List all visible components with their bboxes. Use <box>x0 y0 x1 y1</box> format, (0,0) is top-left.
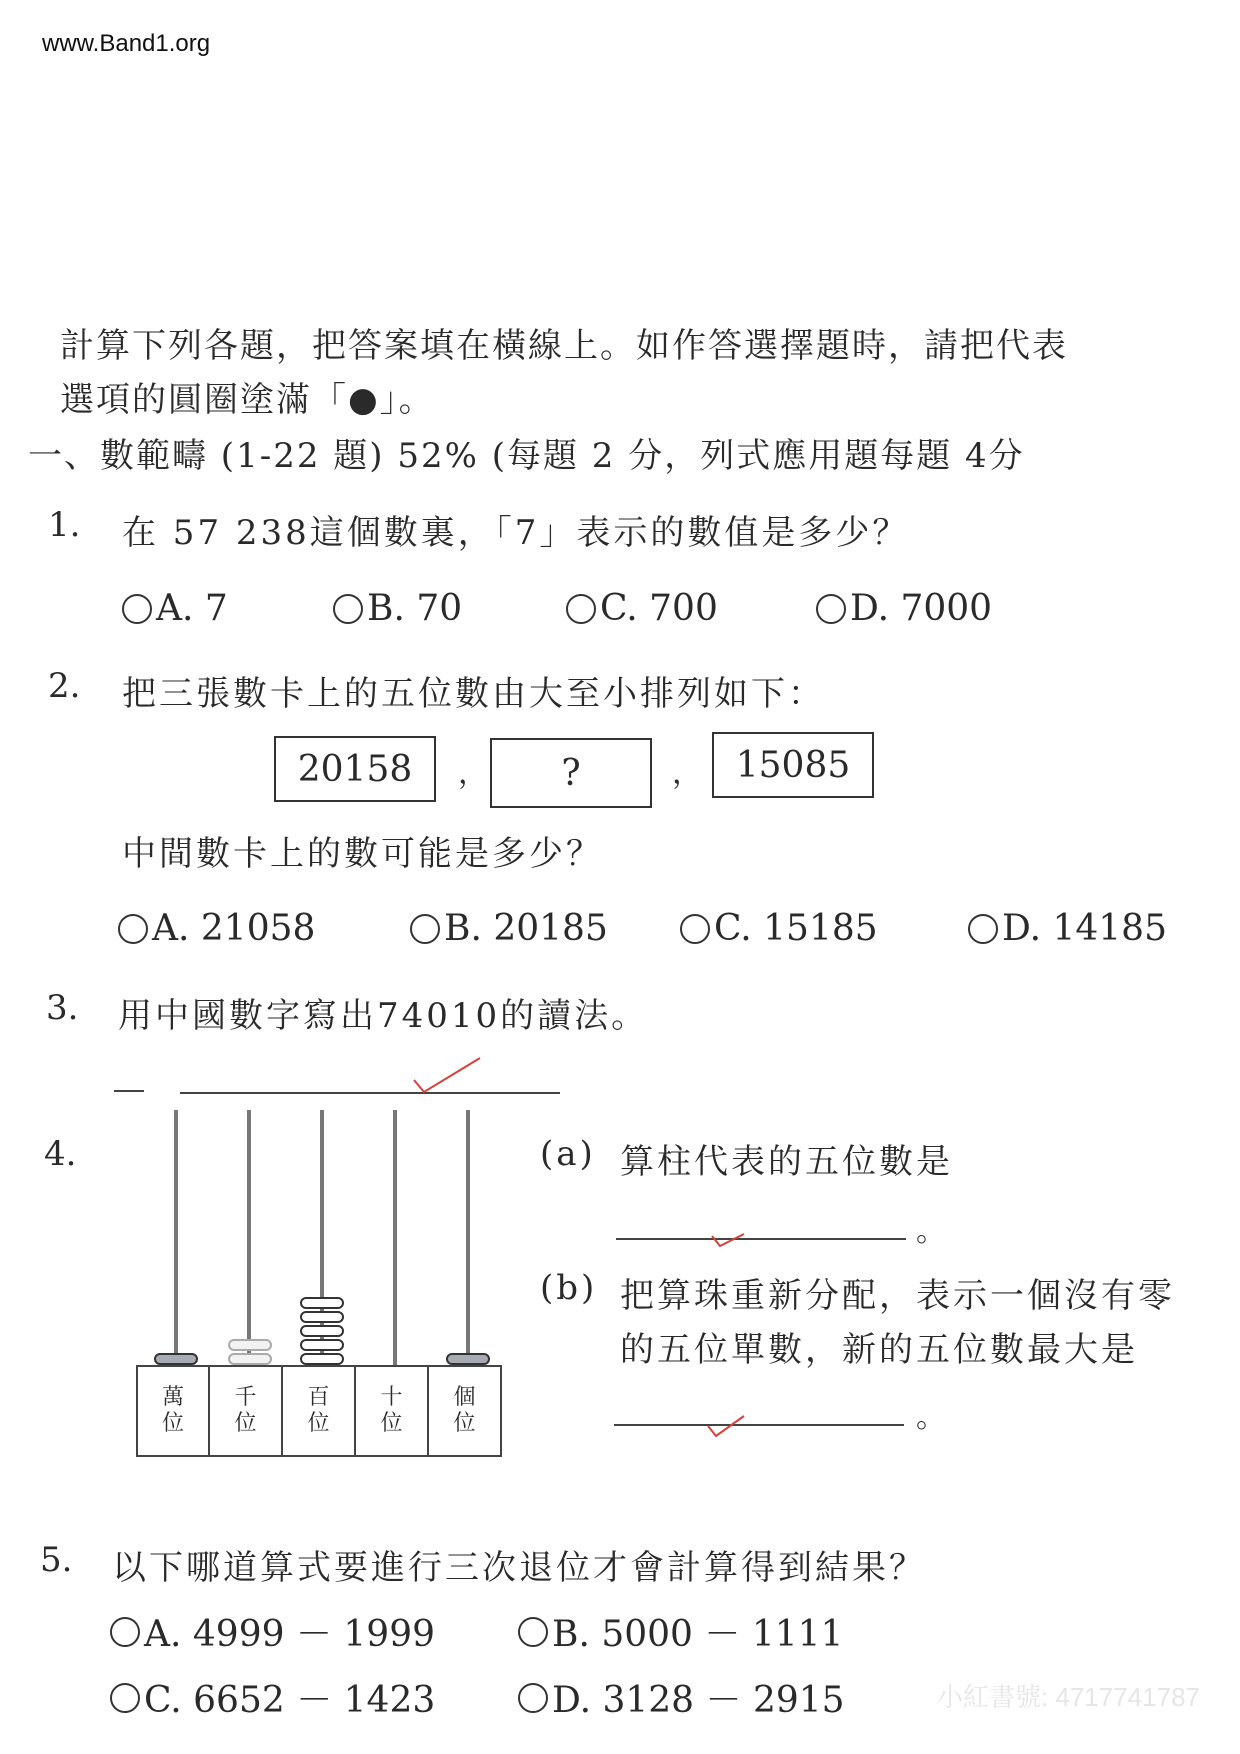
option-label: C. 700 <box>600 588 718 629</box>
q3-answer-line[interactable] <box>180 1092 560 1094</box>
q3-answer-line[interactable] <box>114 1090 144 1092</box>
option-label: B. 5000 － 1111 <box>552 1614 844 1655</box>
abacus-bead <box>300 1311 344 1323</box>
abacus-place-label-tens: 十 位 <box>354 1365 429 1457</box>
abacus <box>136 1110 506 1470</box>
option-bubble-icon[interactable] <box>410 914 440 944</box>
option-bubble-icon[interactable] <box>110 1683 140 1713</box>
q5-number: 5. <box>40 1540 73 1580</box>
option-bubble-icon[interactable] <box>518 1617 548 1647</box>
q1-text: 在 57 238這個數裏，「7」表示的數值是多少？ <box>122 513 910 553</box>
q1-number: 1. <box>48 505 81 545</box>
abacus-rod <box>466 1110 470 1365</box>
option-label: A. 21058 <box>152 908 316 949</box>
q4b-text-line-1: 把算珠重新分配，表示一個沒有零 <box>620 1276 1175 1316</box>
option-bubble-icon[interactable] <box>518 1683 548 1713</box>
q2-text: 把三張數卡上的五位數由大至小排列如下： <box>122 674 825 714</box>
abacus-rod <box>174 1110 178 1365</box>
tick-mark-icon <box>708 1228 748 1250</box>
instruction-line-1: 計算下列各題，把答案填在橫線上。如作答選擇題時，請把代表 <box>60 326 1068 366</box>
q4b-label: (b) <box>540 1268 598 1308</box>
q4a-text: 算柱代表的五位數是 <box>620 1142 953 1182</box>
abacus-place-label-hundreds: 百 位 <box>281 1365 356 1457</box>
option-bubble-icon[interactable] <box>680 914 710 944</box>
option-bubble-icon[interactable] <box>333 594 363 624</box>
q2-option-b[interactable] <box>410 908 608 949</box>
abacus-bead <box>228 1353 272 1365</box>
abacus-bead <box>446 1353 490 1365</box>
abacus-rod <box>393 1110 397 1365</box>
abacus-bead <box>300 1353 344 1365</box>
q4a-end-mark: 。 <box>916 1214 946 1249</box>
watermark: 小紅書號: 4717741787 <box>936 1682 1200 1712</box>
tick-mark-icon <box>410 1052 484 1098</box>
q5-option-a[interactable] <box>110 1606 435 1657</box>
q3-number: 3. <box>46 988 79 1028</box>
option-label: B. 20185 <box>444 908 608 949</box>
option-label: D. 14185 <box>1002 908 1167 949</box>
option-label: B. 70 <box>367 588 463 629</box>
option-label: D. 3128 － 2915 <box>552 1680 845 1721</box>
q2-option-a[interactable] <box>118 908 315 949</box>
option-label: C. 15185 <box>714 908 878 949</box>
q4-number: 4. <box>44 1134 77 1174</box>
abacus-place-label-ten-thousands: 萬 位 <box>136 1365 210 1457</box>
card-separator: ， <box>672 756 702 791</box>
q2-option-d[interactable] <box>968 908 1167 949</box>
site-url: www.Band1.org <box>42 30 211 57</box>
q2-option-c[interactable] <box>680 908 878 949</box>
q4b-answer-line[interactable] <box>614 1424 904 1426</box>
q4b-text-line-2: 的五位單數，新的五位數最大是 <box>620 1330 1138 1370</box>
section-title: 一、數範疇 (1-22 題) 52% (每題 2 分，列式應用題每題 4分 <box>28 436 1025 476</box>
q1-option-a[interactable] <box>122 588 228 629</box>
q5-text: 以下哪道算式要進行三次退位才會計算得到結果？ <box>112 1548 926 1588</box>
q2-number: 2. <box>48 666 81 706</box>
option-label: A. 4999 － 1999 <box>144 1614 436 1655</box>
q5-option-b[interactable] <box>518 1606 843 1657</box>
number-card-2: ? <box>490 738 652 808</box>
abacus-bead <box>300 1297 344 1309</box>
option-label: C. 6652 － 1423 <box>144 1680 436 1721</box>
q5-option-c[interactable] <box>110 1672 435 1723</box>
option-bubble-icon[interactable] <box>118 914 148 944</box>
q1-option-b[interactable] <box>333 588 462 629</box>
option-bubble-icon[interactable] <box>122 594 152 624</box>
card-separator: ， <box>458 756 488 791</box>
q1-option-d[interactable] <box>816 588 992 629</box>
abacus-place-label-ones: 個 位 <box>427 1365 502 1457</box>
q4a-label: (a) <box>540 1134 596 1174</box>
abacus-place-label-thousands: 千 位 <box>208 1365 283 1457</box>
option-bubble-icon[interactable] <box>968 914 998 944</box>
option-bubble-icon[interactable] <box>566 594 596 624</box>
abacus-bead <box>154 1353 198 1365</box>
option-label: D. 7000 <box>850 588 993 629</box>
abacus-bead <box>300 1339 344 1351</box>
q4a-answer-line[interactable] <box>616 1238 906 1240</box>
abacus-rod <box>247 1110 251 1365</box>
q3-text: 用中國數字寫出74010的讀法。 <box>118 996 649 1036</box>
abacus-bead <box>300 1325 344 1337</box>
number-card-3: 15085 <box>712 732 874 798</box>
instruction-line-2: 選項的圓圈塗滿「●」。 <box>60 380 435 420</box>
number-card-1: 20158 <box>274 736 436 802</box>
q2-question: 中間數卡上的數可能是多少？ <box>122 834 603 874</box>
option-bubble-icon[interactable] <box>816 594 846 624</box>
q1-option-c[interactable] <box>566 588 718 629</box>
q5-option-d[interactable] <box>518 1672 845 1723</box>
option-label: A. 7 <box>156 588 228 629</box>
q4b-end-mark: 。 <box>916 1400 946 1435</box>
option-bubble-icon[interactable] <box>110 1617 140 1647</box>
abacus-bead <box>228 1339 272 1351</box>
tick-mark-icon <box>704 1412 748 1440</box>
